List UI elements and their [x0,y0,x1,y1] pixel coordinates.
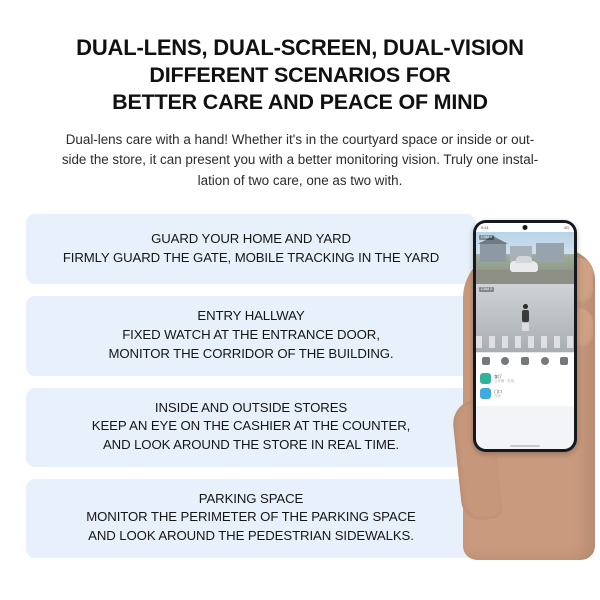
intro-paragraph [27,130,573,192]
card-line: AND LOOK AROUND THE PEDESTRIAN SIDEWALKS. [88,528,414,544]
pedestrian-graphic [522,304,529,330]
list-item[interactable] [480,388,570,399]
scenario-card-list [26,214,476,570]
road-graphic [476,270,574,284]
card-line: PARKING SPACE [198,490,304,506]
card-line: MONITOR THE CORRIDOR OF THE BUILDING. [108,345,394,361]
list-item[interactable] [480,373,570,384]
pedestrian-body [522,310,529,322]
hand-holding-phone-illustration [461,220,596,560]
headline-line-3: BETTER CARE AND PEACE OF MIND [112,90,488,115]
content-area [0,214,600,554]
smartphone-graphic [473,220,577,452]
list-item-title: 门口 [494,388,502,394]
phone-screen [476,223,574,449]
camera-feed-main[interactable] [476,232,574,284]
card-line: MONITOR THE PERIMETER OF THE PARKING SPACE [86,509,416,525]
card-line: GUARD YOUR HOME AND YARD [151,230,351,246]
intro-line-1: Dual-lens care with a hand! Whether it's in the courtyard space or inside or out- [65,131,535,147]
record-icon[interactable] [501,357,509,365]
intro-line-3: lation of two care, one as two with. [197,173,403,189]
list-item-subtitle: 云存储 · 在线 [494,378,514,383]
mic-icon[interactable] [541,357,549,365]
scenario-card-entry-hallway [26,296,476,375]
list-item-text [494,389,570,399]
pedestrian-head [523,304,528,309]
scenario-card-parking-space [26,479,476,558]
intro-line-2: side the store, it can present you with a better monitoring vision. Truly one instal- [61,152,539,168]
fullscreen-icon[interactable] [560,357,568,365]
headline-line-2: DIFFERENT SCENARIOS FOR [149,62,451,87]
house-graphic [536,243,564,262]
card-line: KEEP AN EYE ON THE CASHIER AT THE COUNTER, [91,418,411,434]
avatar [480,388,491,399]
page-title [0,0,600,117]
photo-icon[interactable] [482,357,490,365]
car-graphic [510,261,538,272]
list-item-subtitle: 在线 [494,393,501,398]
status-network-label: 4G [563,224,569,230]
headline-line-1: DUAL-LENS, DUAL-SCREEN, DUAL-VISION [76,35,524,60]
list-item-text [494,374,570,384]
scenario-card-guard-home-yard [26,214,476,284]
device-list [476,370,574,406]
card-line: FIRMLY GUARD THE GATE, MOBILE TRACKING IN THE YARD [62,249,440,265]
status-time: 9:41 [481,224,489,230]
camera-notch-icon [523,225,528,230]
avatar [480,373,491,384]
pedestrian-legs [522,323,529,331]
card-line: FIXED WATCH AT THE ENTRANCE DOOR, [122,327,380,343]
card-line: AND LOOK AROUND THE STORE IN REAL TIME. [102,436,400,452]
speaker-icon[interactable] [521,357,529,365]
scenario-card-inside-outside-stores [26,388,476,467]
camera-label-secondary: CAM 2 [481,287,492,292]
camera-feed-secondary[interactable] [476,284,574,352]
house-graphic [480,242,506,262]
home-indicator [510,445,540,447]
camera-toolbar [476,352,574,370]
card-line: ENTRY HALLWAY [197,308,305,324]
card-line: INSIDE AND OUTSIDE STORES [154,399,348,415]
crosswalk-graphic [476,336,574,348]
list-item-title: 客厅 [494,373,502,379]
camera-label-main: CAM 1 [481,235,492,240]
